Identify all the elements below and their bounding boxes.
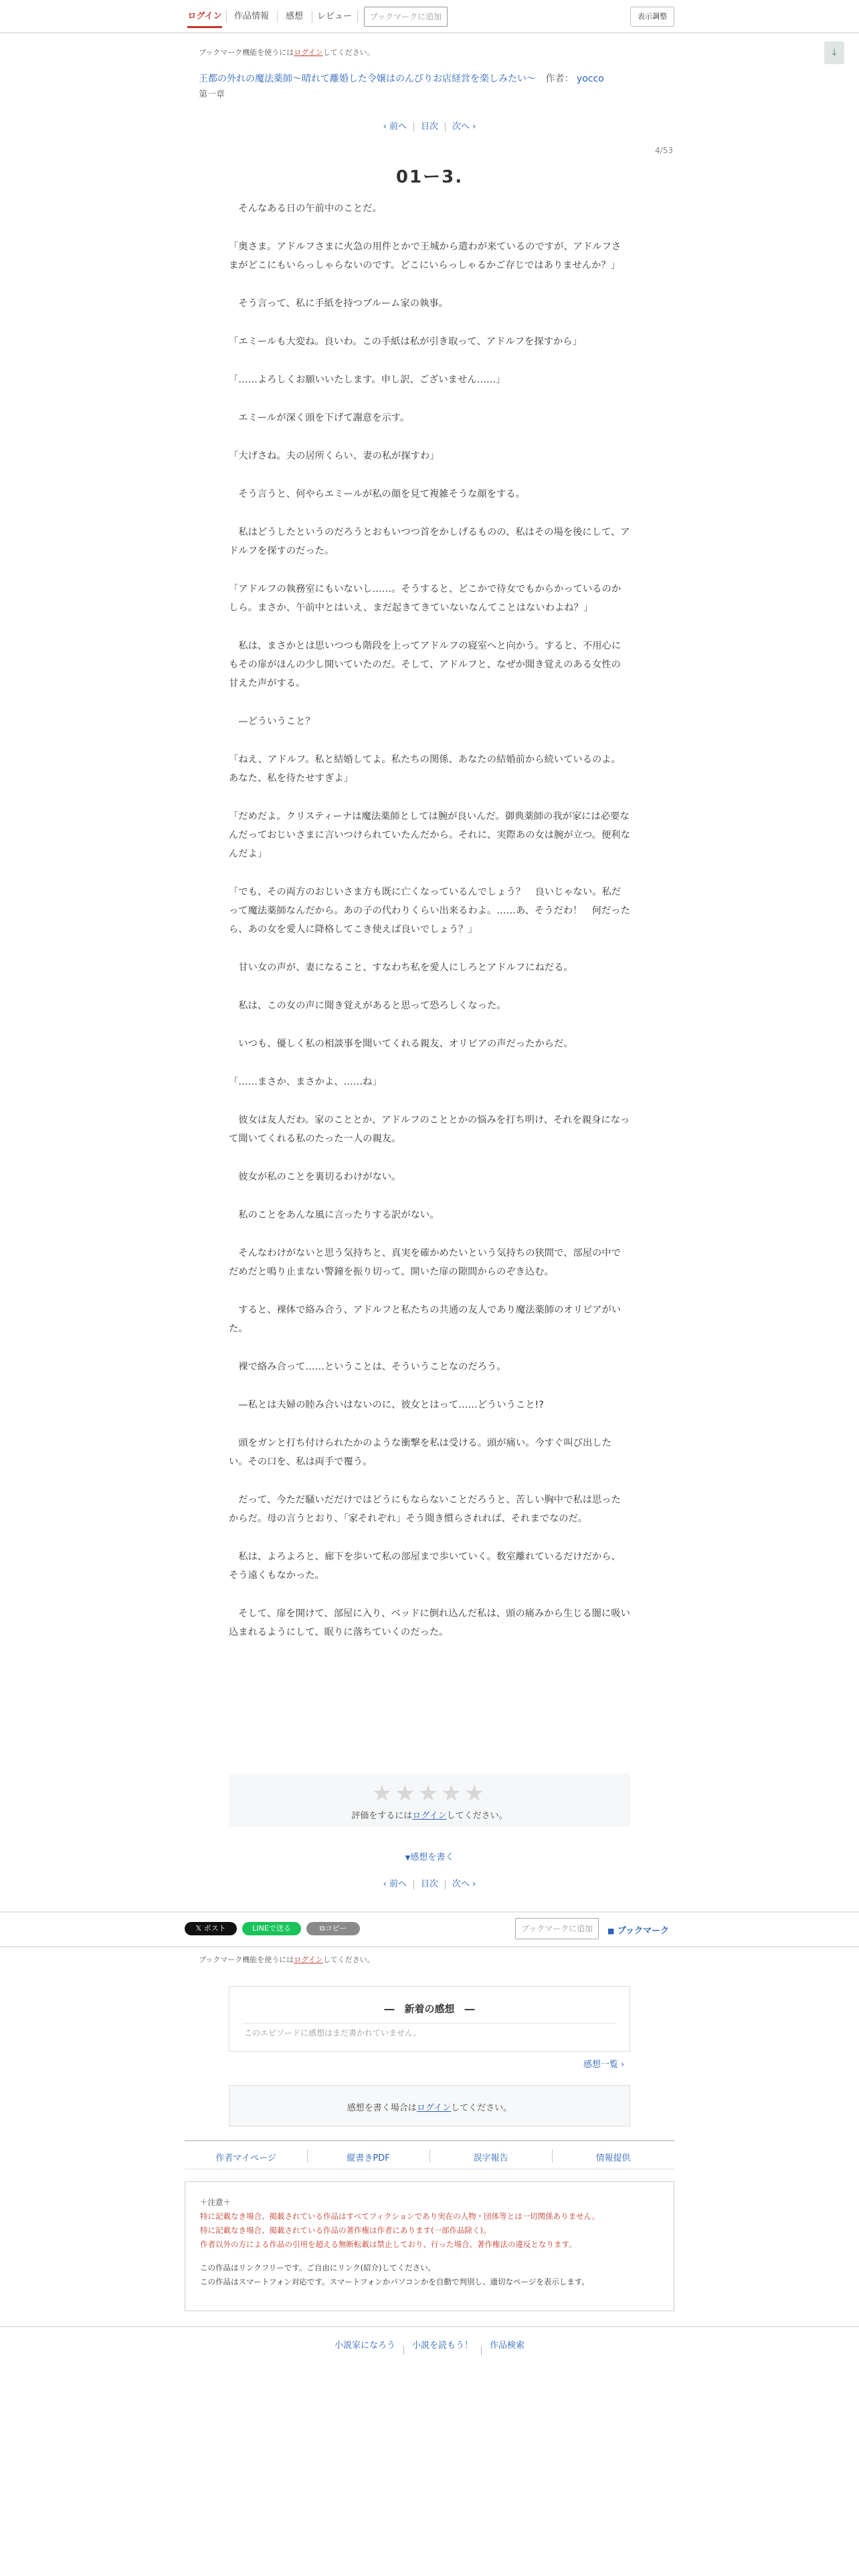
vertical-pdf-link[interactable]: 縦書きPDF <box>347 2153 390 2163</box>
chapter-label: 第一章 <box>199 90 225 100</box>
review-login-link[interactable]: ログイン <box>416 2103 452 2113</box>
yomou-link[interactable]: 小説を読もう！ <box>411 2341 473 2351</box>
author-label: 作者： <box>545 74 574 84</box>
star-icon[interactable]: ★ <box>371 1780 395 1807</box>
rating-login-note <box>229 1808 630 1821</box>
notice-line: この作品はスマートフォン対応です。スマートフォンかパソコンかを自動で判別し、適切なページを表示します。 <box>200 2277 589 2286</box>
body-paragraph: そして、扉を開けて、部屋に入り、ベッドに倒れ込んだ私は、頭の痛みから生じる闇に吸い込まれるようにして、眠りに落ちていくのだった。 <box>229 1608 630 1638</box>
divider <box>243 2023 616 2024</box>
notice-spacer <box>200 2252 659 2261</box>
body-paragraph: —どういうこと？ <box>229 716 315 727</box>
top-navigation-inner <box>185 5 674 28</box>
pager-top <box>0 119 859 132</box>
toc-link[interactable]: 目次 <box>420 122 438 132</box>
copy-button[interactable] <box>306 1922 360 1935</box>
prev-link[interactable]: ‹ 前へ <box>383 122 407 132</box>
bookmark-note-prefix: ブックマーク機能を使うには <box>199 48 294 57</box>
notice-line: 特に記載なき場合、掲載されている作品の著作権は作者にあります(一部作品除く)。 <box>200 2226 491 2235</box>
prev-link[interactable]: ‹ 前へ <box>383 1879 407 1889</box>
write-review-label: 感想を書く <box>410 1852 454 1862</box>
bookmark-link[interactable] <box>607 1923 669 1936</box>
body-paragraph: 「……よろしくお願いいたします。申し訳、ございません……」 <box>229 374 506 385</box>
tab-login[interactable]: ログイン <box>187 5 222 28</box>
pencil-icon: ▼ <box>405 1854 411 1862</box>
nav-divider <box>277 11 278 23</box>
novel-title-link[interactable]: 王都の外れの魔法薬師〜晴れて離婚した令嬢はのんびりお店経営を楽しみたい〜 <box>199 74 536 84</box>
nav-divider <box>226 11 227 23</box>
body-paragraph: 私は、この女の声に聞き覚えがあると思って恐ろしくなった。 <box>229 1000 506 1011</box>
bookmark-link-label: ブックマーク <box>617 1926 670 1936</box>
author-mypage-link[interactable]: 作者マイページ <box>215 2153 276 2163</box>
body-paragraph: 「でも、その両方のおじいさま方も既に亡くなっているんでしょう？ 良いじゃない。私だって魔法薬師なんだから。あの子の代わりくらい出来るわよ。……あ、そうだわ！ 何だったら、あの女を愛人に降格してこき使えば良いでしょう？」 <box>229 887 630 935</box>
narou-link[interactable]: 小説家になろう <box>334 2341 395 2351</box>
copy-label: コピー <box>324 1924 347 1933</box>
bookmark-add-button-top[interactable]: ブックマークに追加 <box>364 7 448 27</box>
star-icon[interactable]: ★ <box>417 1780 442 1807</box>
body-paragraph: エミールが深く頭を下げて謝意を示す。 <box>229 413 410 423</box>
body-paragraph: そんなある日の午前中のことだ。 <box>229 203 382 214</box>
body-paragraph: 私のことをあんな風に言ったりする訳がない。 <box>229 1210 440 1220</box>
review-login-suffix: してください。 <box>451 2103 512 2113</box>
novel-title-line <box>199 72 627 86</box>
share-bar <box>0 1911 859 1947</box>
tab-work-info[interactable]: 作品情報 <box>233 11 269 21</box>
notice-label: ＋注意＋ <box>200 2197 231 2207</box>
copy-icon: ⧉ <box>319 1924 325 1933</box>
body-paragraph: 甘い女の声が、妻になること、すなわち私を愛人にしろとアドルフにねだる。 <box>229 962 573 973</box>
body-paragraph: すると、裸体で絡み合う、アドルフと私たちの共通の友人であり魔法薬師のオリビアがいた。 <box>229 1305 622 1334</box>
body-paragraph: 私は、まさかとは思いつつも階段を上ってアドルフの寝室へと向かう。すると、不用心にもその扉がほんの少し開いていたのだ。そして、アドルフと、なぜか聞き覚えのある女性の甘えた声がする。 <box>229 641 622 689</box>
next-link[interactable]: 次へ › <box>452 1879 476 1889</box>
review-login-prefix: 感想を書く場合は <box>347 2103 417 2113</box>
no-reviews-message: このエピソードに感想はまだ書かれていません。 <box>244 2028 421 2038</box>
star-icon[interactable]: ★ <box>441 1780 464 1807</box>
body-paragraph: 「だめだよ。クリスティーナは魔法薬師としては腕が良いんだ。御典薬師の我が家には必要なんだっておじいさまに言いつけられていたんだから。それに、実際あの女は腕が立つ。便利なんだよ」 <box>229 811 630 859</box>
body-paragraph: 頭をガンと打ち付けられたかのような衝撃を私は受ける。頭が痛い。今すぐ叫び出したい。その口を、私は両手で覆う。 <box>229 1438 611 1467</box>
write-review-link[interactable] <box>0 1850 859 1862</box>
bookmark-note-suffix: してください。 <box>322 1955 375 1964</box>
nav-divider <box>357 11 358 23</box>
body-paragraph: 私はどうしたというのだろうとおもいつつ首をかしげるものの、私はその場を後にして、アドルフを探すのだった。 <box>229 527 630 556</box>
body-paragraph: 私は、よろよろと、廊下を歩いて私の部屋まで歩いていく。数室離れているだけだから、そう遠くもなかった。 <box>229 1551 621 1581</box>
body-paragraph: 裸で絡み合って……ということは、そういうことなのだろう。 <box>229 1362 506 1372</box>
body-paragraph: そう言って、私に手紙を持つブルーム家の執事。 <box>229 298 448 309</box>
tab-impressions[interactable]: 感想 <box>285 11 303 21</box>
bookmark-note-prefix: ブックマーク機能を使うには <box>199 1955 294 1964</box>
page-number: 4/53 <box>655 146 673 155</box>
latest-reviews-box <box>229 1986 630 2052</box>
episode-body <box>229 199 630 1661</box>
body-paragraph: 「エミールも大変ね。良いわ。この手紙は私が引き取って、アドルフを探すから」 <box>229 336 582 347</box>
pager-bottom <box>0 1876 859 1889</box>
author-link[interactable]: yocco <box>576 74 604 84</box>
all-reviews-link[interactable]: 感想一覧 › <box>583 2060 625 2070</box>
bookmark-note-suffix: してください。 <box>322 48 375 57</box>
info-provide-link[interactable]: 情報提供 <box>595 2153 631 2163</box>
bookmark-icon: ■ <box>607 1927 615 1935</box>
display-settings-button[interactable]: 表示調整 <box>630 7 674 27</box>
notice-box <box>185 2181 674 2311</box>
notice-line: 作者以外の方による作品の引用を超える無断転載は禁止しており、行った場合、著作権法の違反となります。 <box>200 2240 577 2249</box>
body-paragraph: そんなわけがないと思う気持ちと、真実を確かめたいという気持ちの狭間で、部屋の中でだめだと鳴り止まない警鐘を振り切って、開いた扉の隙間からのぞき込む。 <box>229 1248 621 1277</box>
top-navigation-bar <box>0 0 859 33</box>
star-icon[interactable]: ★ <box>395 1780 418 1807</box>
star-icon[interactable]: ★ <box>464 1780 488 1807</box>
x-post-button[interactable]: 𝕏 ポスト <box>185 1922 237 1935</box>
body-paragraph: 彼女が私のことを裏切るわけがない。 <box>229 1172 401 1182</box>
notice-line: 特に記載なき場合、掲載されている作品はすべてフィクションであり実在の人物・団体等とは一切関係ありません。 <box>200 2212 600 2221</box>
body-paragraph: 「大げさね。夫の居所くらい、妻の私が探すわ」 <box>229 451 440 461</box>
episode-title: 01ー3. <box>395 167 464 187</box>
bookmark-note-login-link[interactable]: ログイン <box>294 48 323 57</box>
body-paragraph: 彼女は友人だわ。家のこととか、アドルフのこととかの悩みを打ち明け、それを親身になって聞いてくれる私のたった一人の親友。 <box>229 1115 630 1144</box>
body-paragraph: 「……まさか、まさかよ、……ね」 <box>229 1077 382 1087</box>
bookmark-note-login-link[interactable]: ログイン <box>294 1955 323 1964</box>
typo-report-link[interactable]: 誤字報告 <box>473 2153 508 2163</box>
rating-box <box>229 1774 630 1827</box>
bookmark-login-note-bottom <box>199 1954 375 1965</box>
body-paragraph: だって、今ただ騒いだだけではどうにもならないことだろうと、苦しい胸中で私は思ったからだ。母の言うとおり、「家それぞれ」そう聞き慣らされれば、それまでなのだ。 <box>229 1495 621 1524</box>
scroll-down-button[interactable] <box>824 41 844 64</box>
rating-login-link[interactable]: ログイン <box>412 1811 447 1821</box>
body-paragraph: —私とは夫婦の睦み合いはないのに、彼女とはって……どういうこと!? <box>229 1400 544 1410</box>
arrow-down-icon: ↓ <box>830 47 838 58</box>
body-paragraph: 「アドルフの執務室にもいないし……。そうすると、どこかで待女でもからかっているのかしら。まさか、午前中とはいえ、まだ起きてきていないなんてことはないわよね？」 <box>229 584 622 613</box>
search-link[interactable]: 作品検索 <box>490 2341 525 2351</box>
footer-links <box>185 2140 674 2169</box>
next-link[interactable]: 次へ › <box>452 122 476 132</box>
line-share-button[interactable]: LINEで送る <box>242 1922 301 1935</box>
latest-reviews-heading: ― 新着の感想 ― <box>384 2003 475 2015</box>
rating-note-prefix: 評価をするには <box>351 1811 413 1821</box>
bookmark-add-button-bottom[interactable]: ブックマークに追加 <box>515 1918 599 1939</box>
rating-stars <box>229 1782 630 1806</box>
tab-reviews[interactable]: レビュー <box>316 11 352 21</box>
body-paragraph: そう言うと、何やらエミールが私の顔を見て複雑そうな顔をする。 <box>229 489 525 500</box>
notice-line: この作品はリンクフリーです。ご自由にリンク(紹介)してください。 <box>200 2263 436 2272</box>
body-paragraph: いつも、優しく私の相談事を聞いてくれる親友、オリビアの声だったからだ。 <box>229 1039 573 1049</box>
review-login-note <box>229 2101 630 2113</box>
toc-link[interactable]: 目次 <box>420 1879 438 1889</box>
body-paragraph: 「ねえ、アドルフ。私と結婚してよ。私たちの関係、あなたの結婚前から続いているのよ。あなた、私を待たせすぎよ」 <box>229 754 621 784</box>
body-paragraph: 「奥さま。アドルフさまに火急の用件とかで王城から遣わが来ているのですが、アドルフさまがどこにもいらっしゃらないのです。どこにいらっしゃるかご存じではありませんか？」 <box>229 241 622 271</box>
bookmark-login-note <box>199 47 375 58</box>
review-login-box <box>229 2085 630 2127</box>
bottom-site-links <box>0 2326 859 2361</box>
rating-note-suffix: してください。 <box>446 1811 508 1821</box>
